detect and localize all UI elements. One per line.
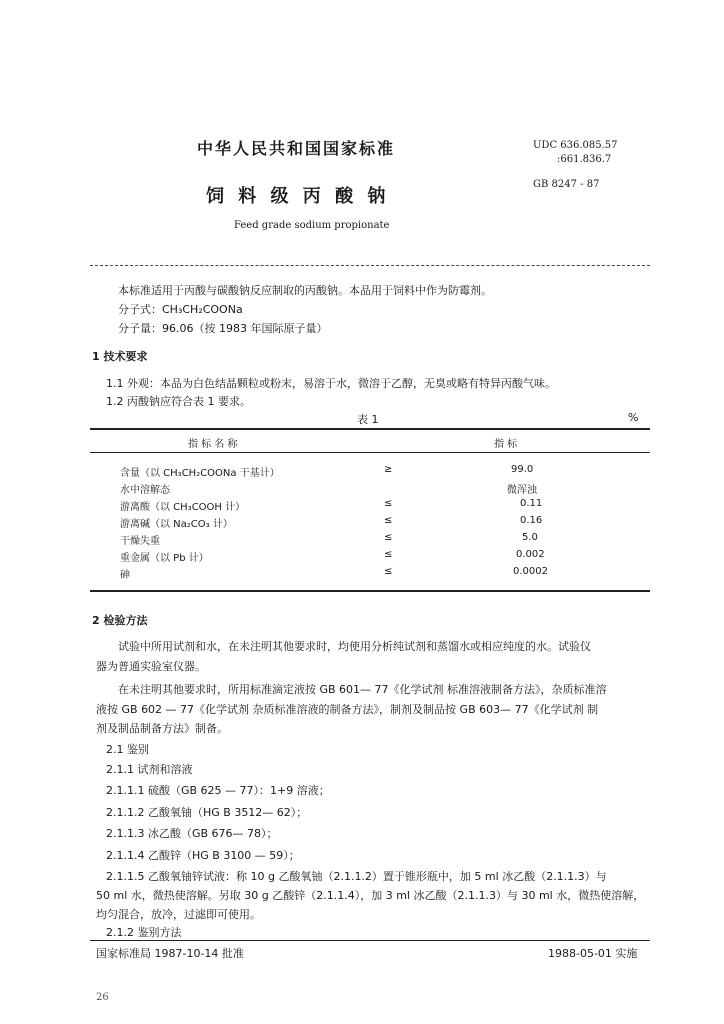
row-name: 水中溶解态 <box>120 485 170 496</box>
clause-2-1-1-3: 2.1.1.3 冰乙酸（GB 676— 78）； <box>106 827 278 840</box>
scope-text: 本标准适用于丙酸与碳酸钠反应制取的丙酸钠。本品用于饲料中作为防霉剂。 <box>118 284 492 297</box>
clause-1-2: 1.2 丙酸钠应符合表 1 要求。 <box>106 395 251 408</box>
row-name: 砷 <box>120 570 130 581</box>
row-name: 干燥失重 <box>120 536 160 547</box>
section-2-para-2-line-3: 剂及制品制备方法》制备。 <box>96 722 228 735</box>
table-header-rule <box>90 452 650 453</box>
row-value: 微浑浊 <box>507 485 537 496</box>
header-divider <box>90 265 650 266</box>
row-value: 5.0 <box>522 532 538 543</box>
section-2-para-1-line-2: 器为普通实验室仪器。 <box>96 660 206 673</box>
clause-2-1-1-5-line-1: 2.1.1.5 乙酸氧铀锌试液：称 10 g 乙酸氧铀（2.1.1.2）置于锥形瓶中，加 5 ml 冰乙酸（2.1.1.3）与 <box>106 870 607 883</box>
clause-2-1-2: 2.1.2 鉴别方法 <box>106 926 182 939</box>
udc-line-2: :661.836.7 <box>557 154 612 165</box>
footer-rule <box>90 940 650 941</box>
section-1-heading: 1 技术要求 <box>92 350 148 363</box>
row-operator: ≤ <box>384 532 393 543</box>
clause-2-1: 2.1 鉴别 <box>106 743 149 756</box>
row-value: 0.0002 <box>513 566 548 577</box>
table-unit: % <box>628 411 639 424</box>
org-title: 中华人民共和国国家标准 <box>197 139 396 158</box>
row-operator: ≤ <box>384 515 393 526</box>
row-name: 游离碱（以 Na₂CO₃ 计） <box>120 519 233 530</box>
table-header-value: 指 标 <box>494 439 518 450</box>
page-number: 26 <box>96 992 109 1003</box>
row-value: 0.16 <box>520 515 543 526</box>
clause-2-1-1-1: 2.1.1.1 硫酸（GB 625 — 77）：1+9 溶液； <box>106 784 330 797</box>
clause-2-1-1-4: 2.1.1.4 乙酸锌（HG B 3100 — 59）； <box>106 849 300 862</box>
row-operator: ≤ <box>384 498 393 509</box>
row-operator: ≤ <box>384 566 393 577</box>
row-name: 重金属（以 Pb 计） <box>120 553 209 564</box>
row-value: 0.002 <box>516 549 545 560</box>
section-2-para-1-line-1: 试验中所用试剂和水，在未注明其他要求时，均使用分析纯试剂和蒸馏水或相应纯度的水。试验仪 <box>118 640 591 653</box>
document-title: 饲 料 级 丙 酸 钠 <box>206 186 390 207</box>
effective-date: 1988-05-01 实施 <box>548 947 638 960</box>
table-top-rule <box>90 428 650 430</box>
row-operator: ≥ <box>384 464 393 475</box>
section-2-para-2-line-2: 液按 GB 602 — 77《化学试剂 杂质标准溶液的制备方法》，制剂及制品按 GB 603— 77《化学试剂 制 <box>96 703 599 716</box>
clause-2-1-1: 2.1.1 试剂和溶液 <box>106 763 193 776</box>
udc-line-1: UDC 636.085.57 <box>533 140 618 151</box>
gb-code: GB 8247 - 87 <box>533 179 600 190</box>
approval-date: 国家标准局 1987-10-14 批准 <box>96 947 244 960</box>
clause-1-1: 1.1 外观：本品为白色结晶颗粒或粉末，易溶于水，微溶于乙醇，无臭或略有特异丙酸气味。 <box>106 377 556 390</box>
clause-2-1-1-2: 2.1.1.2 乙酸氧铀（HG B 3512— 62）； <box>106 806 308 819</box>
row-name: 含量（以 CH₃CH₂COONa 干基计） <box>120 468 280 479</box>
document-title-english: Feed grade sodium propionate <box>234 220 390 231</box>
clause-2-1-1-5-line-2: 50 ml 水，微热使溶解。另取 30 g 乙酸锌（2.1.1.4），加 3 ml 冰乙酸（2.1.1.3）与 30 ml 水，微热使溶解， <box>96 889 645 902</box>
row-name: 游离酸（以 CH₃COOH 计） <box>120 502 246 513</box>
table-caption: 表 1 <box>357 413 379 426</box>
section-2-heading: 2 检验方法 <box>92 614 148 627</box>
table-bottom-rule <box>90 590 650 592</box>
clause-2-1-1-5-line-3: 均匀混合，放冷，过滤即可使用。 <box>96 908 261 921</box>
row-value: 99.0 <box>511 464 534 475</box>
row-operator: ≤ <box>384 549 393 560</box>
section-2-para-2-line-1: 在未注明其他要求时，所用标准滴定液按 GB 601— 77《化学试剂 标准溶液制备方法》，杂质标准溶 <box>118 683 607 696</box>
molecular-formula: 分子式：CH₃CH₂COONa <box>118 303 243 316</box>
table-header-item: 指 标 名 称 <box>188 439 238 450</box>
molecular-weight: 分子量：96.06（按 1983 年国际原子量） <box>118 322 328 335</box>
row-value: 0.11 <box>520 498 543 509</box>
